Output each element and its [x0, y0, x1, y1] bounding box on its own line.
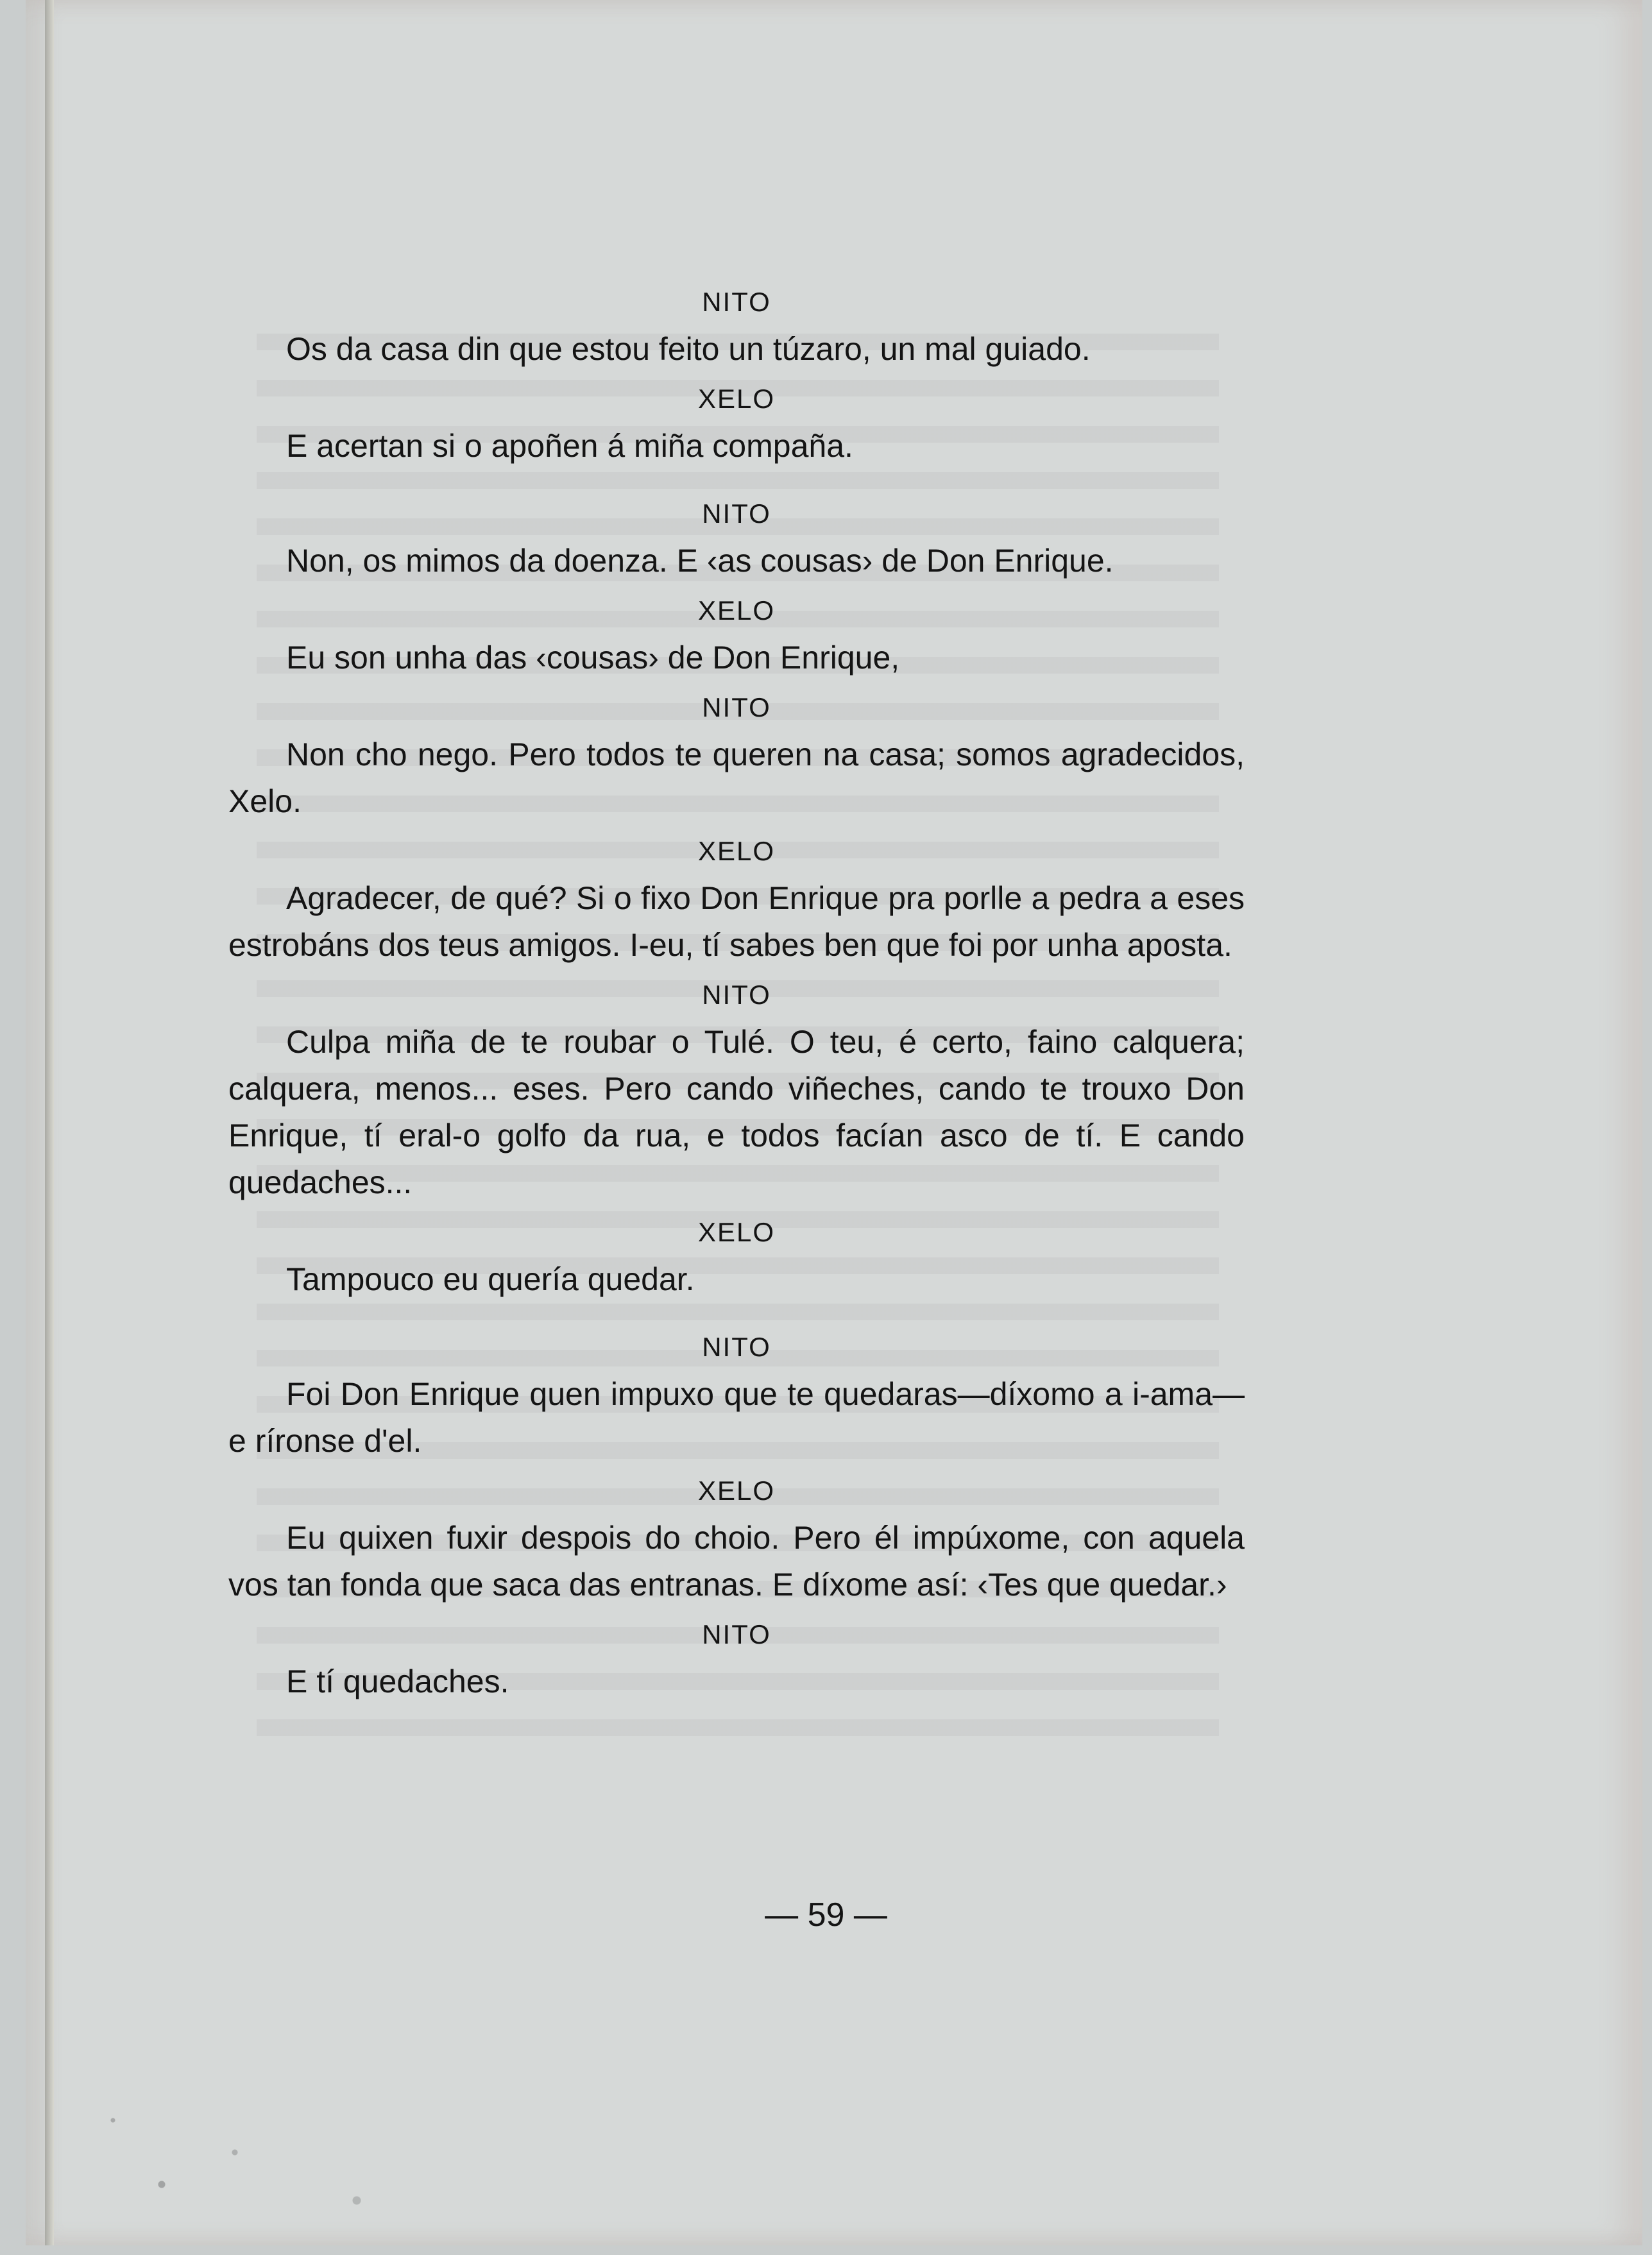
dialogue-line: Eu son unha das ‹cousas› de Don Enrique,	[286, 640, 900, 676]
speaker-name: XELO	[697, 1476, 776, 1506]
speaker-name: NITO	[702, 692, 771, 722]
speaker-name: XELO	[697, 836, 776, 866]
dialogue-line: Non cho nego. Pero todos te queren na casa; somos agradecidos, Xelo.	[228, 736, 1245, 819]
dialogue-line: Foi Don Enrique quen impuxo que te quedaras—díxomo a i-ama—e ríronse d'el.	[228, 1376, 1245, 1459]
dialogue-line: Culpa miña de te roubar o Tulé. O teu, é certo, faino calquera; calquera, menos... eses. Pero cando viñeches, cando te trouxo Don Enrique, tí eral-o golfo da rua, e todos facían asco de tí. E cando quedaches...	[228, 1024, 1245, 1200]
speaker-name: XELO	[697, 1217, 776, 1247]
page-stains	[64, 2072, 552, 2233]
dialogue-line: Non, os mimos da doenza. E ‹as cousas› de Don Enrique.	[286, 543, 1114, 579]
dialogue-line: E acertan si o apoñen á miña compaña.	[286, 428, 853, 464]
speaker-name: NITO	[702, 1332, 771, 1362]
page-number: — 59 —	[765, 1896, 887, 1934]
speaker-name: NITO	[702, 287, 771, 317]
dialogue-line: Os da casa din que estou feito un túzaro, un mal guiado.	[286, 331, 1091, 367]
speaker-name: NITO	[702, 498, 771, 529]
speaker-name: NITO	[702, 1619, 771, 1649]
dialogue-line: Tampouco eu quería quedar.	[286, 1261, 695, 1297]
speaker-name: XELO	[697, 595, 776, 625]
dialogue-line: Eu quixen fuxir despois do choio. Pero él impúxome, con aquela vos tan fonda que saca das entranas. E díxome así: ‹Tes que quedar.›	[228, 1520, 1245, 1603]
speaker-name: XELO	[697, 384, 776, 414]
speaker-name: NITO	[702, 980, 771, 1010]
dialogue-text	[228, 276, 1245, 1705]
dialogue-line: E tí quedaches.	[286, 1664, 509, 1699]
dialogue-line: Agradecer, de qué? Si o fixo Don Enrique pra porlle a pedra a eses estrobáns dos teus amigos. I-eu, tí sabes ben que foi por unha aposta.	[228, 880, 1245, 963]
